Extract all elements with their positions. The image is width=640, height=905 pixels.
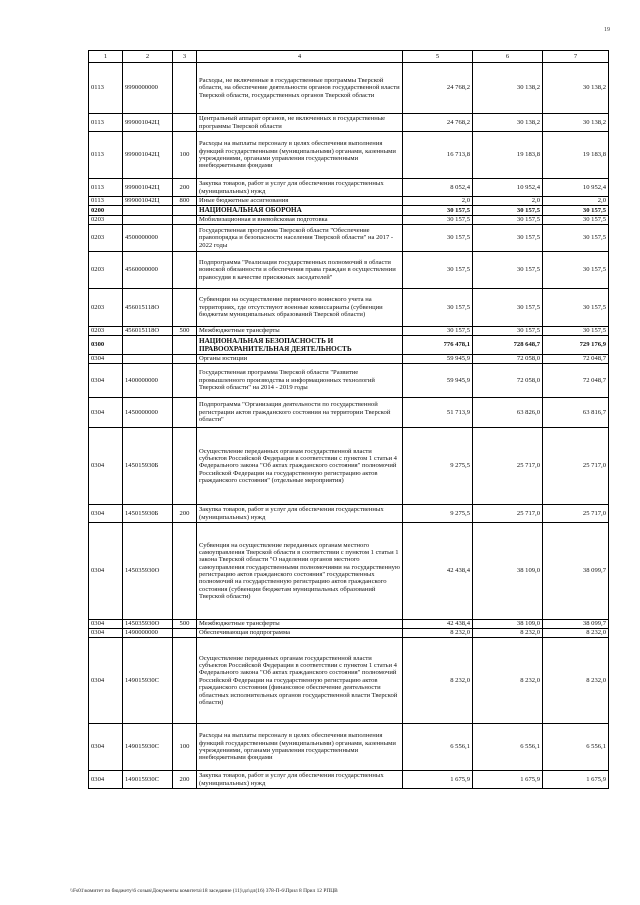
table-row	[89, 355, 609, 364]
code-cell: 0304	[89, 724, 123, 771]
amount-col7-cell: 63 816,7	[543, 398, 609, 428]
target-article-cell: 145035930О	[123, 523, 173, 620]
table-row	[89, 505, 609, 523]
amount-col5-cell: 1 675,9	[403, 771, 473, 789]
amount-col5-cell: 776 478,1	[403, 336, 473, 355]
header-cell-7: 7	[543, 51, 609, 63]
expense-type-cell	[173, 336, 197, 355]
header-cell-5: 5	[403, 51, 473, 63]
amount-col5-cell: 51 713,9	[403, 398, 473, 428]
target-article-cell: 456015118О	[123, 327, 173, 336]
expense-type-cell: 500	[173, 327, 197, 336]
amount-col5-cell: 42 438,4	[403, 523, 473, 620]
table-row	[89, 638, 609, 724]
target-article-cell	[123, 355, 173, 364]
table-row	[89, 398, 609, 428]
expense-type-cell	[173, 364, 197, 398]
target-article-cell: 4560000000	[123, 252, 173, 289]
amount-col7-cell: 38 099,7	[543, 620, 609, 629]
amount-col5-cell: 30 157,5	[403, 216, 473, 225]
target-article-cell: 149015930С	[123, 638, 173, 724]
amount-col5-cell: 30 157,5	[403, 289, 473, 327]
description-cell: Подпрограмма "Организация деятельности по государственной регистрации актов гражданского состояния на территории Тверской области"	[197, 398, 403, 428]
table-row	[89, 63, 609, 114]
table-row	[89, 179, 609, 197]
amount-col5-cell: 8 232,0	[403, 629, 473, 638]
expense-type-cell	[173, 355, 197, 364]
table-row	[89, 771, 609, 789]
amount-col5-cell: 9 275,5	[403, 428, 473, 505]
table-row	[89, 364, 609, 398]
expense-type-cell	[173, 252, 197, 289]
amount-col7-cell: 8 232,0	[543, 638, 609, 724]
description-cell: Органы юстиции	[197, 355, 403, 364]
amount-col6-cell: 30 157,5	[473, 216, 543, 225]
amount-col7-cell: 30 138,2	[543, 63, 609, 114]
target-article-cell: 145015930Б	[123, 428, 173, 505]
description-cell: Закупка товаров, работ и услуг для обеспечения государственных (муниципальных) нужд	[197, 771, 403, 789]
target-article-cell: 1400000000	[123, 364, 173, 398]
table-row	[89, 336, 609, 355]
expense-type-cell: 800	[173, 197, 197, 206]
amount-col5-cell: 8 232,0	[403, 638, 473, 724]
file-path-footer: \\Fs01\комитет по бюджету\6 созыв\Документы комитета\18 заседание (11)\дл\дл(16) 378-П-6\Прил 8 Прил 12 РПЦВ	[70, 888, 338, 894]
code-cell: 0113	[89, 63, 123, 114]
code-cell: 0304	[89, 355, 123, 364]
amount-col6-cell: 30 157,5	[473, 225, 543, 252]
code-cell: 0304	[89, 638, 123, 724]
amount-col6-cell: 72 058,0	[473, 364, 543, 398]
table-row	[89, 289, 609, 327]
amount-col5-cell: 24 768,2	[403, 63, 473, 114]
expense-type-cell: 100	[173, 724, 197, 771]
description-cell: Мобилизационная и вневойсковая подготовка	[197, 216, 403, 225]
amount-col6-cell: 25 717,0	[473, 505, 543, 523]
amount-col7-cell: 2,0	[543, 197, 609, 206]
expense-type-cell: 200	[173, 771, 197, 789]
description-cell: Субвенции на осуществление первичного воинского учета на территориях, где отсутствуют военные комиссариаты (субвенции бюджетам муниципальных образований Тверской области)	[197, 289, 403, 327]
amount-col5-cell: 30 157,5	[403, 327, 473, 336]
expense-type-cell: 500	[173, 620, 197, 629]
description-cell: НАЦИОНАЛЬНАЯ БЕЗОПАСНОСТЬ И ПРАВООХРАНИТЕЛЬНАЯ ДЕЯТЕЛЬНОСТЬ	[197, 336, 403, 355]
target-article-cell: 9990000000	[123, 63, 173, 114]
amount-col6-cell: 38 109,0	[473, 620, 543, 629]
amount-col6-cell: 30 157,5	[473, 206, 543, 216]
target-article-cell: 4500000000	[123, 225, 173, 252]
code-cell: 0304	[89, 771, 123, 789]
amount-col6-cell: 10 952,4	[473, 179, 543, 197]
amount-col7-cell: 6 556,1	[543, 724, 609, 771]
description-cell: НАЦИОНАЛЬНАЯ ОБОРОНА	[197, 206, 403, 216]
description-cell: Расходы на выплаты персоналу в целях обеспечения выполнения функций государственными (муниципальными) органами, казенными учреждениями, органами управления государственными внебюджетными фондами	[197, 724, 403, 771]
amount-col6-cell: 30 138,2	[473, 63, 543, 114]
expense-type-cell: 200	[173, 505, 197, 523]
amount-col7-cell: 30 157,5	[543, 289, 609, 327]
amount-col7-cell: 10 952,4	[543, 179, 609, 197]
description-cell: Расходы на выплаты персоналу в целях обеспечения выполнения функций государственными (муниципальными) органами, казенными учреждениями, органами управления государственными внебюджетными фондами	[197, 132, 403, 179]
amount-col7-cell: 19 183,8	[543, 132, 609, 179]
amount-col6-cell: 30 157,5	[473, 252, 543, 289]
description-cell: Закупка товаров, работ и услуг для обеспечения государственных (муниципальных) нужд	[197, 179, 403, 197]
amount-col5-cell: 9 275,5	[403, 505, 473, 523]
amount-col6-cell: 1 675,9	[473, 771, 543, 789]
expense-type-cell	[173, 114, 197, 132]
amount-col7-cell: 30 157,5	[543, 206, 609, 216]
amount-col6-cell: 30 138,2	[473, 114, 543, 132]
description-cell: Осуществление переданных органам государственной власти субъектов Российской Федерации в соответствии с пунктом 1 статьи 4 Федерального закона "Об актах гражданского состояния" полномочий Российской Федерации на государственную регистрацию актов гражданского состояния (финансовое обеспечение деятельности областных исполнительных органов государственной власти Тверской области)	[197, 638, 403, 724]
expense-type-cell	[173, 225, 197, 252]
amount-col6-cell: 72 058,0	[473, 355, 543, 364]
amount-col7-cell: 72 048,7	[543, 355, 609, 364]
description-cell: Обеспечивающая подпрограмма	[197, 629, 403, 638]
amount-col6-cell: 2,0	[473, 197, 543, 206]
amount-col6-cell: 8 232,0	[473, 638, 543, 724]
description-cell: Расходы, не включенные в государственные программы Тверской области, на обеспечение деятельности органов государственной власти Тверской области, государственных органов Тверской области	[197, 63, 403, 114]
target-article-cell: 1450000000	[123, 398, 173, 428]
code-cell: 0203	[89, 225, 123, 252]
table-row	[89, 252, 609, 289]
description-cell: Государственная программа Тверской области "Развитие промышленного производства и информационных технологий Тверской области" на 2014 - 2019 годы	[197, 364, 403, 398]
amount-col5-cell: 6 556,1	[403, 724, 473, 771]
header-row	[89, 51, 609, 63]
amount-col6-cell: 30 157,5	[473, 327, 543, 336]
amount-col7-cell: 25 717,0	[543, 505, 609, 523]
target-article-cell: 999001042Ц	[123, 132, 173, 179]
amount-col6-cell: 63 826,0	[473, 398, 543, 428]
code-cell: 0304	[89, 505, 123, 523]
table-row	[89, 206, 609, 216]
code-cell: 0200	[89, 206, 123, 216]
amount-col7-cell: 30 157,5	[543, 216, 609, 225]
code-cell: 0203	[89, 252, 123, 289]
amount-col5-cell: 16 713,8	[403, 132, 473, 179]
amount-col7-cell: 25 717,0	[543, 428, 609, 505]
description-cell: Субвенция на осуществление переданных органам местного самоуправления Тверской области в соответствии с пунктом 1 статьи 1 закона Тверской области "О наделении органов местного самоуправления государственными полномочиями на государственную регистрацию актов гражданского состояния" государственных полномочий на государственную регистрацию актов гражданского состояния (субвенции бюджетам муниципальных образований Тверской области)	[197, 523, 403, 620]
description-cell: Межбюджетные трансферты	[197, 327, 403, 336]
code-cell: 0113	[89, 132, 123, 179]
target-article-cell: 149015930С	[123, 724, 173, 771]
code-cell: 0113	[89, 114, 123, 132]
description-cell: Государственная программа Тверской области "Обеспечение правопорядка и безопасности населения Тверской области" на 2017 - 2022 годы	[197, 225, 403, 252]
amount-col6-cell: 30 157,5	[473, 289, 543, 327]
header-cell-2: 2	[123, 51, 173, 63]
amount-col7-cell: 30 138,2	[543, 114, 609, 132]
header-cell-3: 3	[173, 51, 197, 63]
target-article-cell: 145015930Б	[123, 505, 173, 523]
amount-col7-cell: 729 176,9	[543, 336, 609, 355]
amount-col7-cell: 38 099,7	[543, 523, 609, 620]
budget-table	[88, 50, 609, 789]
description-cell: Осуществление переданных органам государственной власти субъектов Российской Федерации в соответствии с пунктом 1 статьи 4 Федерального закона "Об актах гражданского состояния" полномочий Российской Федерации на государственную регистрацию актов гражданского состояния" (отдельные мероприятия)	[197, 428, 403, 505]
code-cell: 0304	[89, 364, 123, 398]
amount-col7-cell: 30 157,5	[543, 225, 609, 252]
target-article-cell: 999001042Ц	[123, 179, 173, 197]
target-article-cell	[123, 206, 173, 216]
header-cell-6: 6	[473, 51, 543, 63]
amount-col5-cell: 8 052,4	[403, 179, 473, 197]
header-cell-1: 1	[89, 51, 123, 63]
table-row	[89, 114, 609, 132]
amount-col5-cell: 30 157,5	[403, 252, 473, 289]
target-article-cell	[123, 336, 173, 355]
target-article-cell: 999001042Ц	[123, 114, 173, 132]
header-cell-4: 4	[197, 51, 403, 63]
table-row	[89, 629, 609, 638]
table-row	[89, 216, 609, 225]
amount-col6-cell: 25 717,0	[473, 428, 543, 505]
description-cell: Подпрограмма "Реализация государственных полномочий в области воинской обязанности и обеспечения права граждан в осуществлении правосудия в качестве присяжных заседателей"	[197, 252, 403, 289]
amount-col5-cell: 42 438,4	[403, 620, 473, 629]
amount-col5-cell: 30 157,5	[403, 225, 473, 252]
page-number: 19	[604, 27, 610, 33]
table-row	[89, 197, 609, 206]
code-cell: 0304	[89, 629, 123, 638]
expense-type-cell	[173, 428, 197, 505]
expense-type-cell	[173, 523, 197, 620]
expense-type-cell	[173, 638, 197, 724]
table-row	[89, 620, 609, 629]
code-cell: 0203	[89, 289, 123, 327]
code-cell: 0113	[89, 197, 123, 206]
amount-col5-cell: 59 945,9	[403, 355, 473, 364]
code-cell: 0304	[89, 398, 123, 428]
expense-type-cell	[173, 398, 197, 428]
code-cell: 0203	[89, 327, 123, 336]
expense-type-cell	[173, 216, 197, 225]
target-article-cell: 149015930С	[123, 771, 173, 789]
amount-col7-cell: 30 157,5	[543, 252, 609, 289]
code-cell: 0304	[89, 620, 123, 629]
expense-type-cell: 100	[173, 132, 197, 179]
amount-col5-cell: 59 945,9	[403, 364, 473, 398]
code-cell: 0113	[89, 179, 123, 197]
amount-col6-cell: 728 648,7	[473, 336, 543, 355]
target-article-cell	[123, 216, 173, 225]
table-row	[89, 428, 609, 505]
amount-col6-cell: 6 556,1	[473, 724, 543, 771]
amount-col5-cell: 30 157,5	[403, 206, 473, 216]
table-row	[89, 327, 609, 336]
table-row	[89, 225, 609, 252]
amount-col6-cell: 19 183,8	[473, 132, 543, 179]
amount-col7-cell: 1 675,9	[543, 771, 609, 789]
amount-col7-cell: 30 157,5	[543, 327, 609, 336]
target-article-cell: 145035930О	[123, 620, 173, 629]
table-row	[89, 132, 609, 179]
expense-type-cell	[173, 629, 197, 638]
table-row	[89, 724, 609, 771]
amount-col7-cell: 72 048,7	[543, 364, 609, 398]
expense-type-cell: 200	[173, 179, 197, 197]
target-article-cell: 1490000000	[123, 629, 173, 638]
description-cell: Закупка товаров, работ и услуг для обеспечения государственных (муниципальных) нужд	[197, 505, 403, 523]
code-cell: 0300	[89, 336, 123, 355]
description-cell: Иные бюджетные ассигнования	[197, 197, 403, 206]
amount-col7-cell: 8 232,0	[543, 629, 609, 638]
amount-col5-cell: 24 768,2	[403, 114, 473, 132]
description-cell: Межбюджетные трансферты	[197, 620, 403, 629]
expense-type-cell	[173, 206, 197, 216]
code-cell: 0203	[89, 216, 123, 225]
description-cell: Центральный аппарат органов, не включенных в государственные программы Тверской области	[197, 114, 403, 132]
table-row	[89, 523, 609, 620]
expense-type-cell	[173, 63, 197, 114]
expense-type-cell	[173, 289, 197, 327]
code-cell: 0304	[89, 523, 123, 620]
target-article-cell: 456015118О	[123, 289, 173, 327]
amount-col5-cell: 2,0	[403, 197, 473, 206]
target-article-cell: 999001042Ц	[123, 197, 173, 206]
amount-col6-cell: 8 232,0	[473, 629, 543, 638]
amount-col6-cell: 38 109,0	[473, 523, 543, 620]
code-cell: 0304	[89, 428, 123, 505]
